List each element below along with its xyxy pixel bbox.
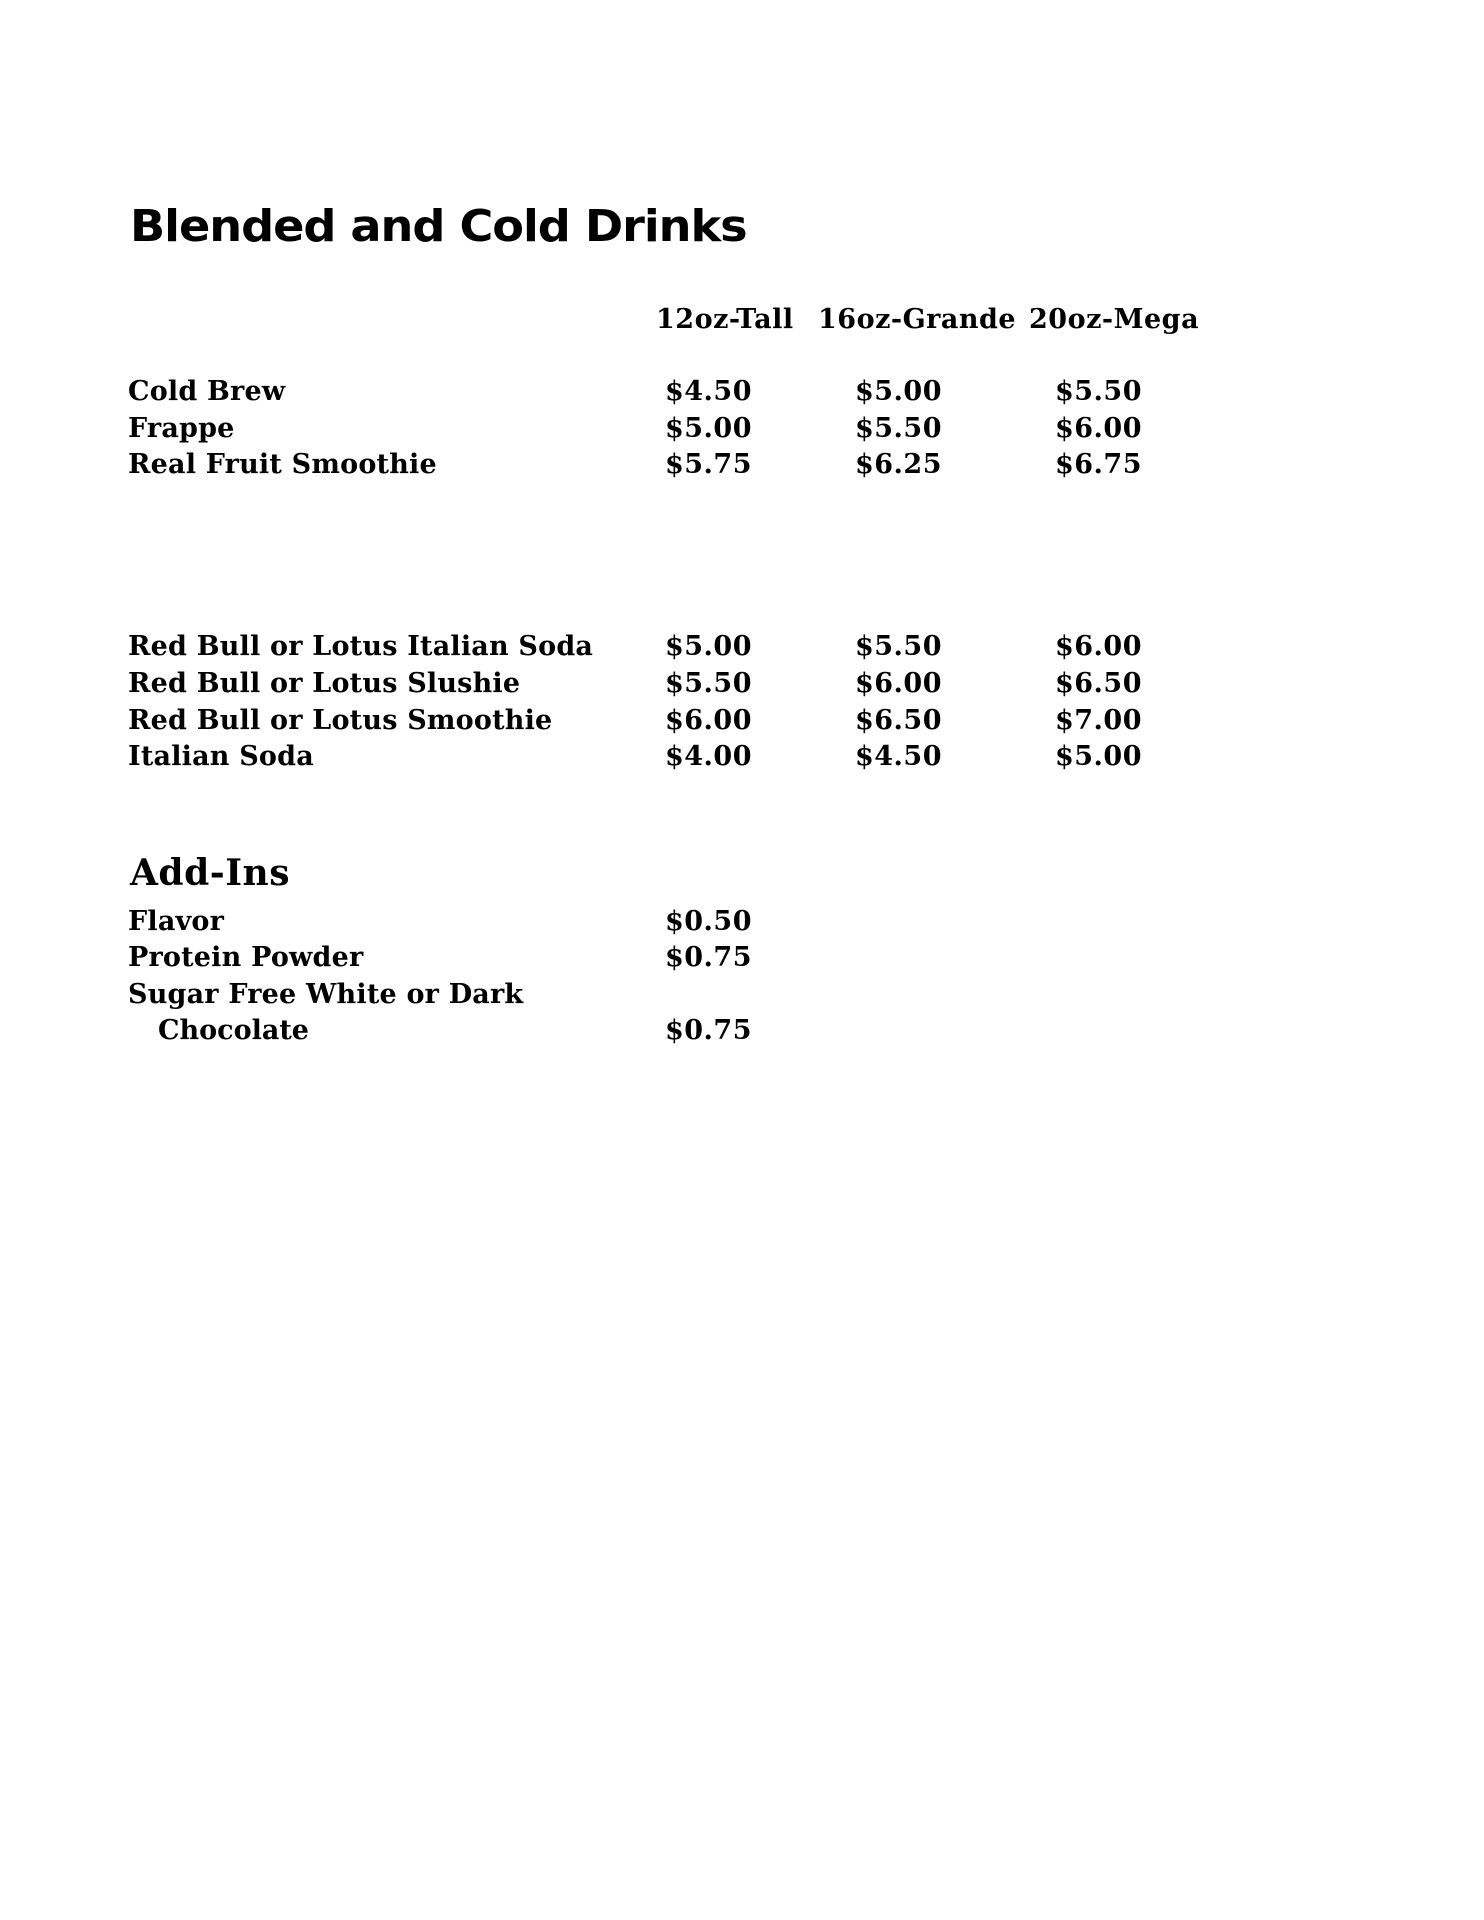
- price-mega: $7.00: [1054, 705, 1142, 736]
- price-grande: $4.50: [854, 741, 942, 772]
- price-tall: $5.00: [664, 413, 752, 444]
- addin-price: $0.50: [664, 906, 752, 937]
- addin-name-continuation: Chocolate: [158, 1015, 309, 1046]
- item-name: Red Bull or Lotus Italian Soda: [128, 631, 594, 662]
- addin-name: Flavor: [128, 906, 225, 937]
- addin-price: $0.75: [664, 1015, 752, 1046]
- item-name: Red Bull or Lotus Smoothie: [128, 705, 553, 736]
- addin-row-sugar-free-chocolate-cont: [0, 1015, 1484, 1051]
- menu-row-red-bull-smoothie: [0, 705, 1484, 741]
- price-mega: $5.00: [1054, 741, 1142, 772]
- price-grande: $5.00: [854, 376, 942, 407]
- size-header-row: [0, 304, 1484, 344]
- price-grande: $6.25: [854, 449, 942, 480]
- price-tall: $4.50: [664, 376, 752, 407]
- addin-price: $0.75: [664, 942, 752, 973]
- menu-row-real-fruit-smoothie: [0, 449, 1484, 485]
- price-mega: $5.50: [1054, 376, 1142, 407]
- menu-row-red-bull-slushie: [0, 668, 1484, 704]
- page-title: Blended and Cold Drinks: [130, 201, 747, 252]
- addin-name: Protein Powder: [128, 942, 364, 973]
- price-tall: $5.50: [664, 668, 752, 699]
- item-name: Frappe: [128, 413, 235, 444]
- price-grande: $6.50: [854, 705, 942, 736]
- price-mega: $6.75: [1054, 449, 1142, 480]
- addin-name: Sugar Free White or Dark: [128, 979, 524, 1010]
- addin-row-sugar-free-chocolate: [0, 979, 1484, 1015]
- addin-row-flavor: [0, 906, 1484, 942]
- item-name: Italian Soda: [128, 741, 314, 772]
- menu-row-red-bull-italian-soda: [0, 631, 1484, 667]
- size-label-tall: 12oz-Tall: [656, 304, 794, 335]
- addins-title: Add-Ins: [130, 852, 290, 894]
- addin-row-protein-powder: [0, 942, 1484, 978]
- price-tall: $5.75: [664, 449, 752, 480]
- price-tall: $6.00: [664, 705, 752, 736]
- price-mega: $6.00: [1054, 631, 1142, 662]
- menu-row-cold-brew: [0, 376, 1484, 412]
- menu-row-frappe: [0, 413, 1484, 449]
- item-name: Red Bull or Lotus Slushie: [128, 668, 521, 699]
- price-grande: $5.50: [854, 413, 942, 444]
- price-tall: $4.00: [664, 741, 752, 772]
- price-mega: $6.00: [1054, 413, 1142, 444]
- menu-row-italian-soda: [0, 741, 1484, 777]
- size-label-mega: 20oz-Mega: [1029, 304, 1200, 335]
- price-grande: $6.00: [854, 668, 942, 699]
- item-name: Real Fruit Smoothie: [128, 449, 437, 480]
- price-tall: $5.00: [664, 631, 752, 662]
- price-grande: $5.50: [854, 631, 942, 662]
- price-mega: $6.50: [1054, 668, 1142, 699]
- size-label-grande: 16oz-Grande: [818, 304, 1017, 335]
- item-name: Cold Brew: [128, 376, 286, 407]
